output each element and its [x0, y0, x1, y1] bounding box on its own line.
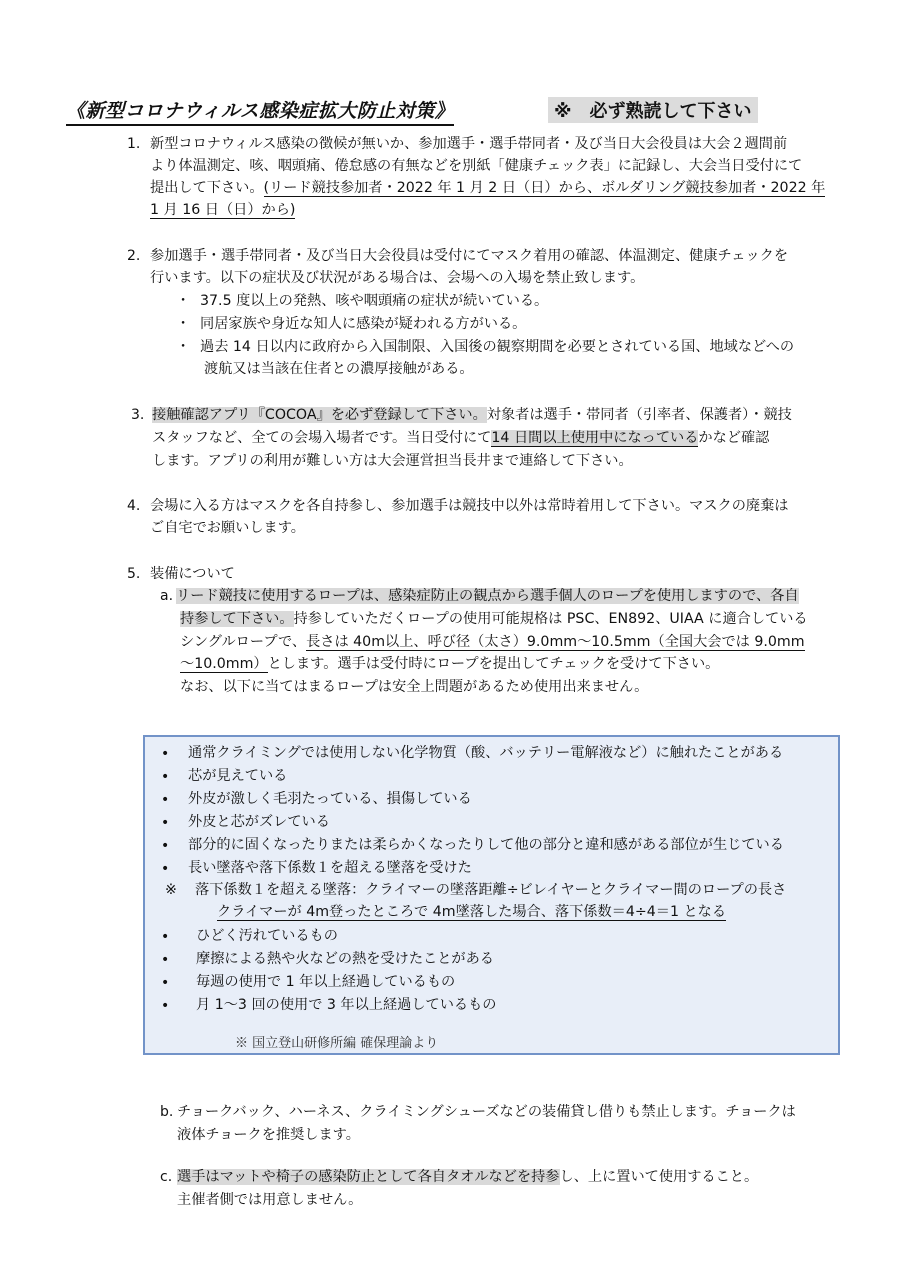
bullet-dot: ・ — [176, 339, 191, 355]
rope-criteria-box — [143, 735, 840, 1055]
symptom-item-cont: 渡航又は当該在住者との濃厚接触がある。 — [204, 361, 474, 377]
bullet-icon: • — [161, 998, 170, 1014]
bullet-dot: ・ — [176, 316, 191, 332]
symptom-item: 過去 14 日以内に政府から入国制限、入国後の観察期間を必要とされている国、地域などへの — [200, 339, 795, 355]
bullet-icon: • — [161, 929, 170, 945]
rope-text: 持参していただくロープの使用可能規格は PSC、EN892、UIAA に適合している — [293, 611, 808, 627]
rope-criteria-item: 芯が見えている — [188, 768, 288, 784]
section-1-line-3 — [150, 177, 825, 199]
bullet-icon: • — [161, 975, 170, 991]
must-read-note: ※ 必ず熟読して下さい — [548, 97, 758, 123]
section-1-line-1: 新型コロナウィルス感染の徴候が無いか、参加選手・選手帯同者・及び当日大会役員は大会２週間前 — [150, 136, 788, 152]
section-number: 5. — [127, 566, 141, 582]
fall-factor-example — [217, 901, 726, 923]
towel-line-2: 主催者側では用意しません。 — [177, 1192, 363, 1208]
section-3-line-1 — [152, 404, 792, 426]
section-4-line-1: 会場に入る方はマスクを各自持参し、参加選手は競技中以外は常時着用して下さい。マスクの廃棄は — [150, 498, 789, 514]
subsection-label: b. — [160, 1104, 174, 1120]
rope-line-1 — [176, 585, 799, 607]
rope-criteria-item: 部分的に固くなったりまたは柔らかくなったりして他の部分と違和感がある部位が生じている — [188, 837, 784, 853]
equipment-line-2: 液体チョークを推奨します。 — [177, 1127, 360, 1143]
rope-spec-underlined-cont: ～10.0mm） — [180, 656, 268, 672]
symptom-item: 37.5 度以上の発熱、咳や咽頭痛の症状が続いている。 — [200, 293, 549, 309]
rope-text: とします。選手は受付時にロープを提出してチェックを受けて下さい。 — [267, 656, 720, 672]
section-3-text: 対象者は選手・帯同者（引率者、保護者）・競技 — [486, 407, 792, 423]
section-3-line-3: します。アプリの利用が難しい方は大会運営担当長井まで連絡して下さい。 — [152, 453, 633, 469]
bullet-dot: ・ — [176, 293, 191, 309]
rope-criteria-item: 長い墜落や落下係数１を超える墜落を受けた — [188, 860, 472, 876]
rope-line-4 — [180, 653, 719, 675]
section-number: 3. — [131, 407, 145, 423]
rope-text: シングルロープで、 — [180, 634, 307, 650]
subsection-label: c. — [160, 1169, 173, 1185]
rope-criteria-item: ひどく汚れているもの — [196, 928, 338, 944]
page-title: 《新型コロナウィルス感染症拡大防止対策》 — [66, 96, 454, 126]
section-3-line-2 — [152, 427, 769, 449]
section-number: 4. — [127, 498, 141, 514]
section-4-line-2: ご自宅でお願いします。 — [150, 520, 305, 536]
rope-criteria-item: 毎週の使用で 1 年以上経過しているもの — [196, 974, 456, 990]
towel-highlight: 選手はマットや椅子の感染防止として各自タオルなどを持参 — [177, 1169, 560, 1185]
section-2-line-1: 参加選手・選手帯同者・及び当日大会役員は受付にてマスク着用の確認、体温測定、健康チェックを — [150, 248, 789, 264]
rope-line-3 — [180, 631, 805, 653]
bullet-icon: • — [161, 861, 170, 877]
section-2-line-2: 行います。以下の症状及び状況がある場合は、会場への入場を禁止致します。 — [150, 270, 645, 286]
section-1-line-4 — [150, 199, 295, 221]
section-number: 2. — [127, 248, 141, 264]
rope-spec-underlined: 長さは 40m以上、呼び径（太さ）9.0mm～10.5mm（全国大会では 9.0mm — [306, 634, 805, 650]
rope-criteria-item: 外皮と芯がズレている — [188, 814, 330, 830]
section-1-dates-underlined: (リード競技参加者・2022 年 1 月 2 日（日）から、ボルダリング競技参加者・2022 年 — [263, 180, 826, 196]
section-1-line-2: より体温測定、咳、咽頭痛、倦怠感の有無などを別紙「健康チェック表」に記録し、大会当日受付にて — [150, 158, 803, 174]
cocoa-highlight: 接触確認アプリ『COCOA』を必ず登録して下さい。 — [152, 407, 487, 423]
section-1-dates-underlined-cont: 1 月 16 日（日）から) — [150, 202, 296, 218]
rope-highlight-cont: 持参して下さい。 — [180, 611, 294, 627]
symptom-item: 同居家族や身近な知人に感染が疑われる方がいる。 — [200, 316, 527, 332]
bullet-icon: • — [161, 952, 170, 968]
rope-line-2 — [180, 608, 808, 630]
fall-factor-note: 落下係数１を超える墜落：クライマーの墜落距離÷ビレイヤーとクライマー間のロープの長さ — [195, 882, 787, 898]
rope-criteria-item: 通常クライミングでは使用しない化学物質（酸、バッテリー電解液など）に触れたことがある — [188, 745, 784, 761]
towel-line-1 — [177, 1166, 758, 1188]
section-3-text: かなど確認 — [698, 430, 770, 446]
rope-highlight: リード競技に使用するロープは、感染症防止の観点から選手個人のロープを使用しますので、各自 — [176, 588, 799, 604]
rope-criteria-item: 月 1～3 回の使用で 3 年以上経過しているもの — [196, 997, 497, 1013]
note-mark: ※ — [165, 882, 177, 898]
fall-factor-example-text: クライマーが 4m登ったところで 4m墜落した場合、落下係数＝4÷4＝1 となる — [217, 904, 727, 920]
source-citation: ※ 国立登山研修所編 確保理論より — [235, 1036, 439, 1051]
subsection-label: a. — [160, 588, 174, 604]
section-3-text: スタッフなど、全ての会場入場者です。当日受付にて — [152, 430, 492, 446]
bullet-icon: • — [161, 792, 170, 808]
towel-text: し、上に置いて使用すること。 — [559, 1169, 759, 1185]
bullet-icon: • — [161, 838, 170, 854]
rope-criteria-item: 摩擦による熱や火などの熱を受けたことがある — [196, 951, 494, 967]
rope-line-5: なお、以下に当てはまるロープは安全上問題があるため使用出来ません。 — [180, 679, 649, 695]
cocoa-14days-highlight: 14 日間以上使用中になっている — [491, 430, 699, 446]
section-1-text: 提出して下さい。 — [150, 180, 264, 196]
section-number: 1. — [127, 136, 141, 152]
rope-criteria-item: 外皮が激しく毛羽たっている、損傷している — [188, 791, 472, 807]
bullet-icon: • — [161, 769, 170, 785]
section-5-heading: 装備について — [150, 566, 235, 582]
equipment-line-1: チョークバック、ハーネス、クライミングシューズなどの装備貸し借りも禁止します。チョークは — [177, 1104, 796, 1120]
bullet-icon: • — [161, 746, 170, 762]
bullet-icon: • — [161, 815, 170, 831]
